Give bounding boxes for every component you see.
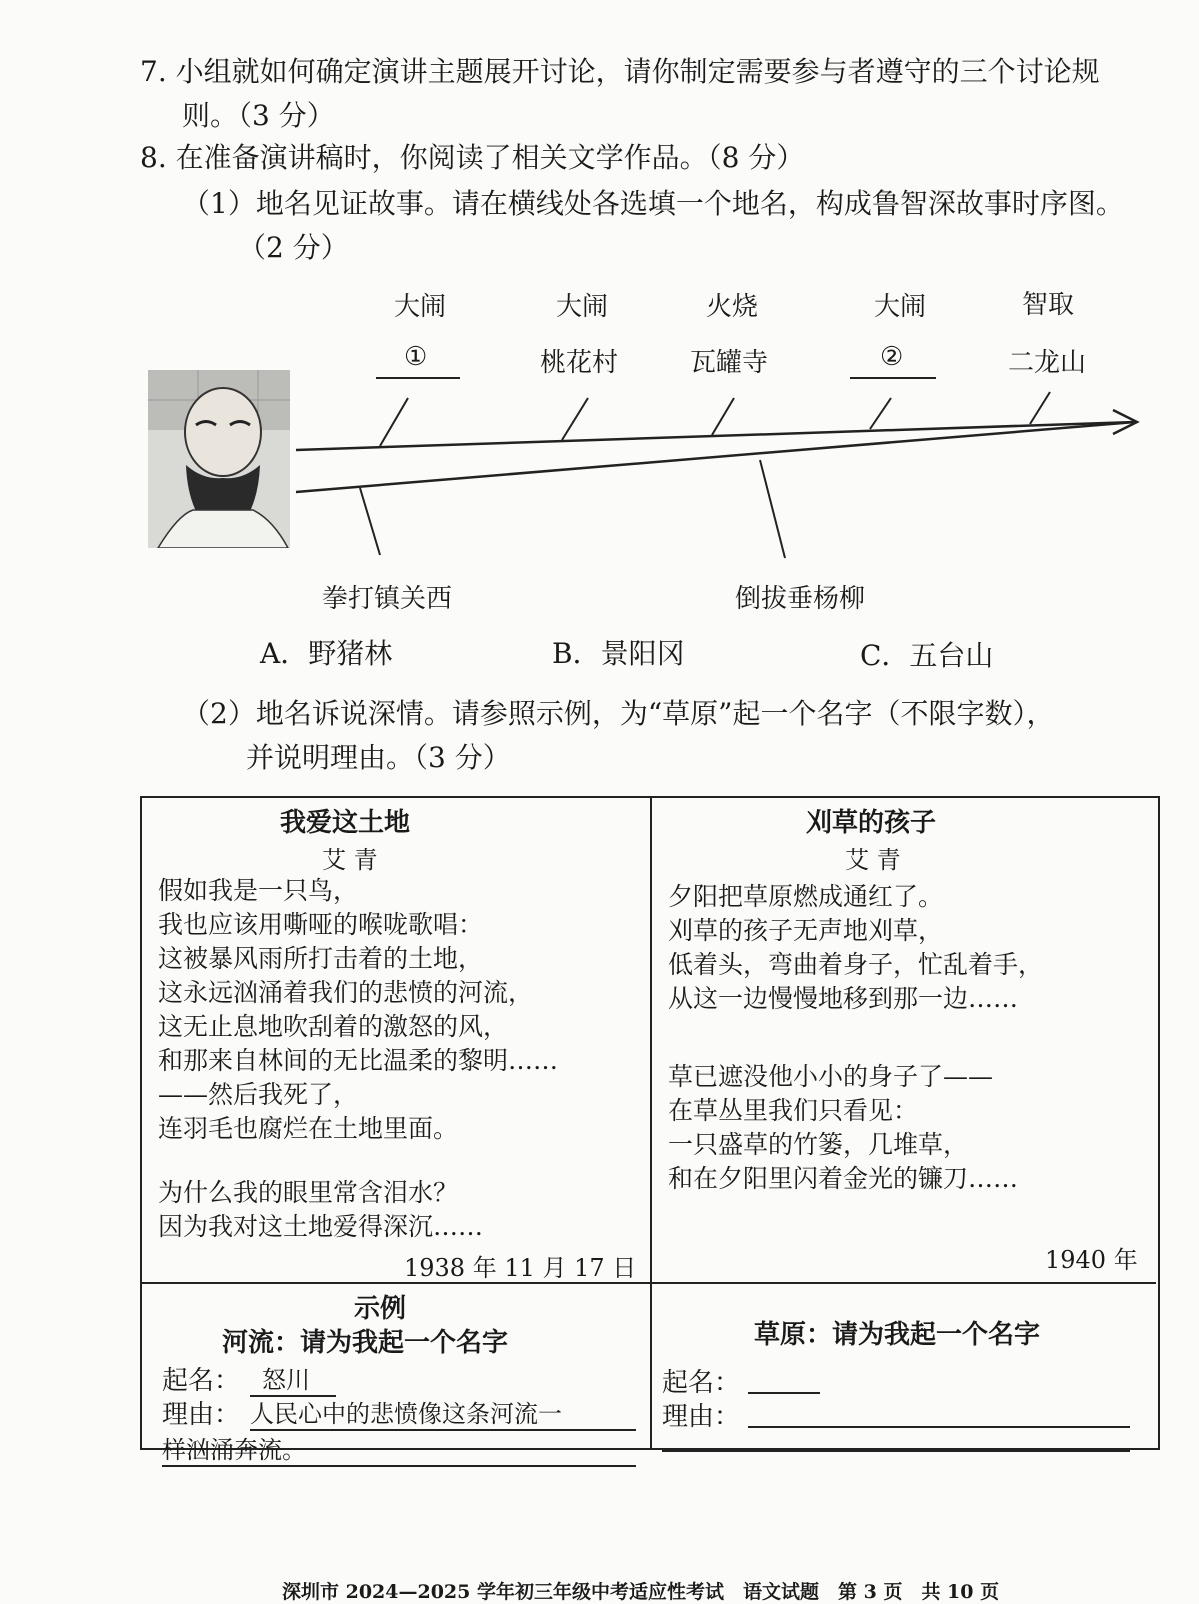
poem-line: 这永远汹涌着我们的悲愤的河流，	[158, 978, 534, 1007]
example-reason-line1: 人民心中的悲愤像这条河流一	[250, 1394, 636, 1431]
answer-name-label: 起名：	[662, 1368, 741, 1398]
example-name-value: 怒川	[250, 1360, 336, 1397]
event-bottom-2: 倒拔垂杨柳	[735, 584, 866, 614]
option-a: A．野猪林	[260, 637, 393, 670]
poem-line: 和那来自林间的无比温柔的黎明……	[158, 1046, 559, 1075]
poem-line	[158, 1146, 558, 1176]
poem-left-author: 艾 青	[322, 846, 378, 874]
timeline-lower-line	[296, 422, 1135, 492]
q8-sub1-line2: （2 分）	[238, 231, 349, 264]
option-b: B．景阳冈	[552, 637, 685, 670]
poem-line: 低着头，弯曲着身子，忙乱着手，	[668, 950, 1044, 979]
example-heading: 示例	[354, 1294, 407, 1324]
q7-line2: 则。（3 分）	[182, 99, 335, 132]
timeline-upper-line	[296, 422, 1135, 450]
answer-reason-blank-1[interactable]	[748, 1426, 1130, 1428]
event-1-action: 大闹	[394, 292, 447, 322]
event-2-place: 桃花村	[540, 348, 619, 378]
option-c: C．五台山	[860, 639, 994, 672]
poem-right-author: 艾 青	[845, 846, 901, 874]
answer-reason-blank-2[interactable]	[662, 1450, 1130, 1452]
poem-right-date: 1940 年	[1045, 1246, 1138, 1274]
example-reason-label: 理由：	[162, 1400, 241, 1430]
q8-sub2-line2: 并说明理由。（3 分）	[246, 741, 511, 774]
poem-line: 假如我是一只鸟，	[158, 876, 359, 905]
poem-line: 在草丛里我们只看见：	[668, 1096, 919, 1125]
poem-line: 因为我对这土地爱得深沉……	[158, 1212, 484, 1241]
poem-left-title: 我爱这土地	[280, 808, 411, 838]
poem-line: 这被暴风雨所打击着的土地，	[158, 944, 484, 973]
poem-left-date: 1938 年 11 月 17 日	[404, 1254, 637, 1282]
poem-line: 为什么我的眼里常含泪水？	[158, 1178, 459, 1207]
example-title: 河流：请为我起一个名字	[222, 1328, 509, 1358]
poem-line: 夕阳把草原燃成通红了。	[668, 882, 944, 911]
event-5-action: 智取	[1022, 290, 1075, 320]
event-5-place: 二龙山	[1008, 348, 1087, 378]
event-1-place: ①	[404, 342, 428, 372]
poem-right-body	[668, 880, 1043, 1196]
event-3-action: 火烧	[706, 292, 759, 322]
q8-line1: 8. 在准备演讲稿时，你阅读了相关文学作品。（8 分）	[140, 141, 805, 174]
poem-line: ——然后我死了，	[158, 1080, 359, 1109]
poem-line: 这无止息地吹刮着的激怒的风，	[158, 1012, 509, 1041]
table-divider-horizontal	[142, 1282, 1156, 1284]
answer-reason-label: 理由：	[662, 1402, 741, 1432]
poem-right-title: 刈草的孩子	[806, 808, 937, 838]
poem-line	[668, 1016, 1043, 1060]
q8-sub2-line1: （2）地名诉说深情。请参照示例，为“草原”起一个名字（不限字数），	[182, 697, 1055, 730]
poem-line: 和在夕阳里闪着金光的镰刀……	[668, 1164, 1019, 1193]
poem-line: 连羽毛也腐烂在土地里面。	[158, 1114, 459, 1143]
q8-sub1-line1: （1）地名见证故事。请在横线处各选填一个地名，构成鲁智深故事时序图。	[182, 187, 1124, 220]
event-bottom-1: 拳打镇关西	[322, 584, 453, 614]
q7-line1: 7. 小组就如何确定演讲主题展开讨论，请你制定需要参与者遵守的三个讨论规	[140, 55, 1100, 88]
example-reason-line2: 样汹涌奔流。	[162, 1430, 636, 1467]
event-4-place: ②	[880, 342, 904, 372]
poem-line: 我也应该用嘶哑的喉咙歌唱：	[158, 910, 484, 939]
table-divider-vertical	[650, 796, 652, 1448]
poem-line: 草已遮没他小小的身子了——	[668, 1062, 994, 1091]
poem-line: 刈草的孩子无声地刈草，	[668, 916, 944, 945]
poem-left-body	[158, 874, 558, 1244]
poem-line: 从这一边慢慢地移到那一边……	[668, 984, 1019, 1013]
answer-title: 草原：请为我起一个名字	[754, 1320, 1041, 1350]
poem-line: 一只盛草的竹篓，几堆草，	[668, 1130, 969, 1159]
answer-name-blank[interactable]	[748, 1392, 820, 1394]
event-4-action: 大闹	[874, 292, 927, 322]
example-name-label: 起名：	[162, 1366, 241, 1396]
page-footer: 深圳市 2024—2025 学年初三年级中考适应性考试 语文试题 第 3 页 共 10 页	[282, 1581, 1000, 1603]
event-3-place: 瓦罐寺	[690, 348, 769, 378]
event-2-action: 大闹	[556, 292, 609, 322]
